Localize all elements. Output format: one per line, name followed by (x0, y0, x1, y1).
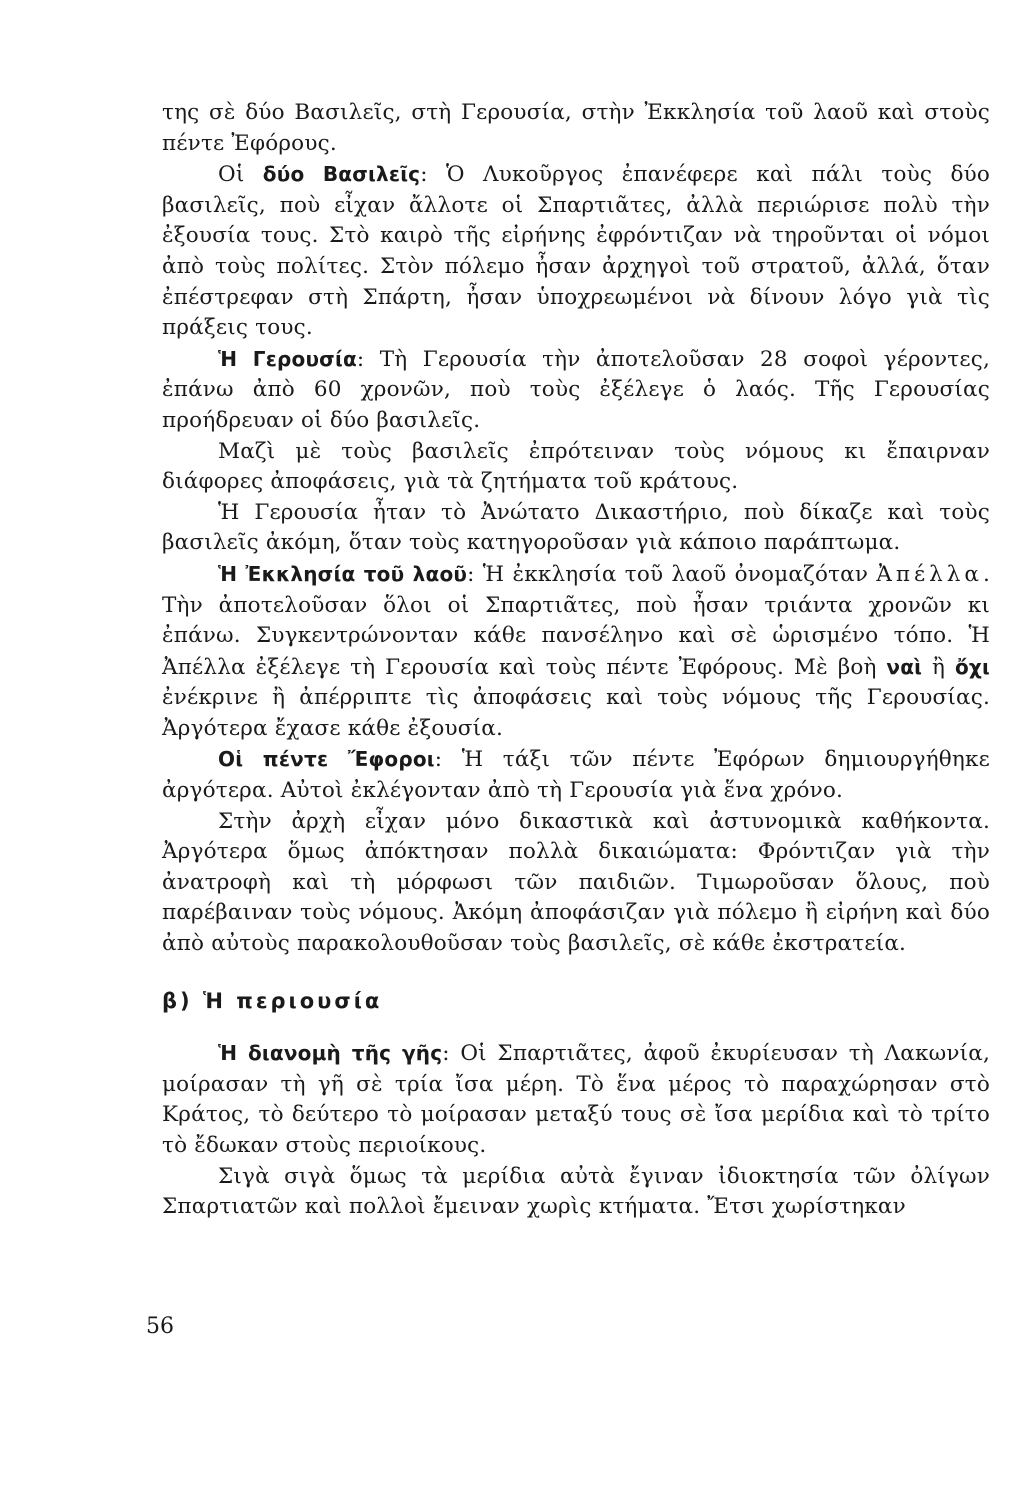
paragraph-text: ἢ (922, 654, 955, 680)
bold-term: δύο Βασιλεῖς (262, 162, 421, 187)
paragraph-text: : Οἱ Σπαρτιᾶτες, ἀφοῦ ἐκυρίευσαν τὴ Λακωνία, μοίρασαν τὴ γῆ σὲ τρία ἴσα μέρη. Τὸ ἕνα μέρος τὸ παραχώρησαν στὸ Κράτος, τὸ δεύτερο τὸ μοίρασαν μεταξύ τους σὲ ἴσα μερίδια καὶ τὸ τρίτο τὸ ἔδωκαν στοὺς περιοίκους. (162, 1041, 990, 1158)
paragraph (162, 498, 990, 559)
paragraph-text: Οἱ (218, 162, 263, 188)
paragraph (162, 1038, 990, 1161)
section-heading: β) Ἡ περιουσία (162, 988, 383, 1013)
paragraphs-part-1 (162, 98, 990, 960)
paragraph-text: : Ἡ ἐκκλησία τοῦ λαοῦ ὀνομαζόταν (467, 561, 877, 587)
paragraph-text: Στὴν ἀρχὴ εἶχαν μόνο δικαστικὰ καὶ ἀστυνομικὰ καθήκοντα. Ἀργότερα ὅμως ἀπόκτησαν πολλὰ δικαιώματα: Φρόντιζαν γιὰ τὴν ἀνατροφὴ καὶ τὴ μόρφωσι τῶν παιδιῶν. Τιμωροῦσαν ὅλους, ποὺ παρέβαιναν τοὺς νόμους. Ἀκόμη ἀποφάσιζαν γιὰ πόλεμο ἢ εἰρήνη καὶ δύο ἀπὸ αὐτοὺς παρακολουθοῦσαν τοὺς βασιλεῖς, σὲ κάθε ἐκστρατεία. (162, 808, 990, 957)
paragraph-text: Ἡ Γερουσία ἦταν τὸ Ἀνώτατο Δικαστήριο, ποὺ δίκαζε καὶ τοὺς βασιλεῖς ἀκόμη, ὅταν τοὺς κατηγοροῦσαν γιὰ κάποιο παράπτωμα. (162, 499, 990, 556)
paragraph (162, 344, 990, 437)
paragraph-text: Μαζὶ μὲ τοὺς βασιλεῖς ἐπρότειναν τοὺς νόμους κι ἔπαιρναν διάφορες ἀποφάσεις, γιὰ τὰ ζητήματα τοῦ κράτους. (162, 438, 990, 495)
paragraph-text: της σὲ δύο Βασιλεῖς, στὴ Γερουσία, στὴν Ἐκκλησία τοῦ λαοῦ καὶ στοὺς πέντε Ἐφόρους. (162, 100, 990, 156)
paragraph-text: : Τὴ Γερουσία τὴν ἀποτελοῦσαν 28 σοφοὶ γέροντες, ἐπάνω ἀπὸ 60 χρονῶν, ποὺ τοὺς ἐξέλεγε ὁ λαός. Τῆς Γερουσίας προήδρευαν οἱ δύο βασιλεῖς. (162, 346, 990, 433)
paragraph-text: Σιγὰ σιγὰ ὅμως τὰ μερίδια αὐτὰ ἔγιναν ἰδιοκτησία τῶν ὀλίγων Σπαρτιατῶν καὶ πολλοὶ ἔμειναν χωρὶς κτήματα. Ἔτσι χωρίστηκαν (162, 1163, 990, 1220)
paragraph-text: . Τὴν ἀποτελοῦσαν ὅλοι οἱ Σπαρτιᾶτες, ποὺ ἦσαν τριάντα χρονῶν κι ἐπάνω. Συγκεντρώνονταν κάθε πανσέληνο καὶ σὲ ὡρισμένο τόπο. Ἡ Ἀπέλλα ἐξέλεγε τὴ Γερουσία καὶ τοὺς πέντε Ἐφόρους. Μὲ βοὴ (162, 561, 990, 680)
bold-term: ναὶ (886, 654, 923, 679)
page-number: 56 (146, 1314, 174, 1339)
paragraph (162, 1162, 990, 1223)
paragraph-text: : Ἡ τάξι τῶν πέντε Ἐφόρων δημιουργήθηκε ἀργότερα. Αὐτοὶ ἐκλέγονταν ἀπὸ τὴ Γερουσία γιὰ ἕνα χρόνο. (162, 747, 990, 804)
paragraphs-part-2 (162, 1038, 990, 1223)
paragraph (162, 559, 990, 745)
bold-term: Ἡ Γερουσία (218, 346, 357, 371)
paragraph (162, 437, 990, 498)
paragraph-text: : Ὁ Λυκοῦργος ἐπανέφερε καὶ πάλι τοὺς δύο βασιλεῖς, ποὺ εἶχαν ἄλλοτε οἱ Σπαρτιᾶτες, ἀλλὰ περιώρισε πολὺ τὴν ἐξουσία τους. Στὸ καιρὸ τῆς εἰρήνης ἐφρόντιζαν νὰ τηροῦνται οἱ νόμοι ἀπὸ τοὺς πολίτες. Στὸν πόλεμο ἦσαν ἀρχηγοὶ τοῦ στρατοῦ, ἀλλά, ὅταν ἐπέστρεφαν στὴ Σπάρτη, ἦσαν ὑποχρεωμένοι νὰ δίνουν λόγο γιὰ τὶς πράξεις τους. (162, 162, 991, 341)
paragraph (162, 98, 990, 159)
paragraph (162, 744, 990, 806)
bold-term: Οἱ πέντε Ἔφοροι (218, 747, 435, 772)
bold-term: Ἡ Ἐκκλησία τοῦ λαοῦ (218, 561, 468, 586)
body-text (162, 98, 990, 1223)
paragraph (162, 159, 990, 344)
paragraph (162, 807, 990, 960)
bold-term: Ἡ διανομὴ τῆς γῆς (218, 1041, 443, 1066)
paragraph-text: ἐνέκρινε ἢ ἀπέρριπτε τὶς ἀποφάσεις καὶ τοὺς νόμους τῆς Γερουσίας. Ἀργότερα ἔχασε κάθε ἐξουσία. (162, 685, 990, 741)
bold-term: ὄχι (954, 654, 990, 679)
paragraph-text: Ἀπέλλα (876, 561, 983, 587)
